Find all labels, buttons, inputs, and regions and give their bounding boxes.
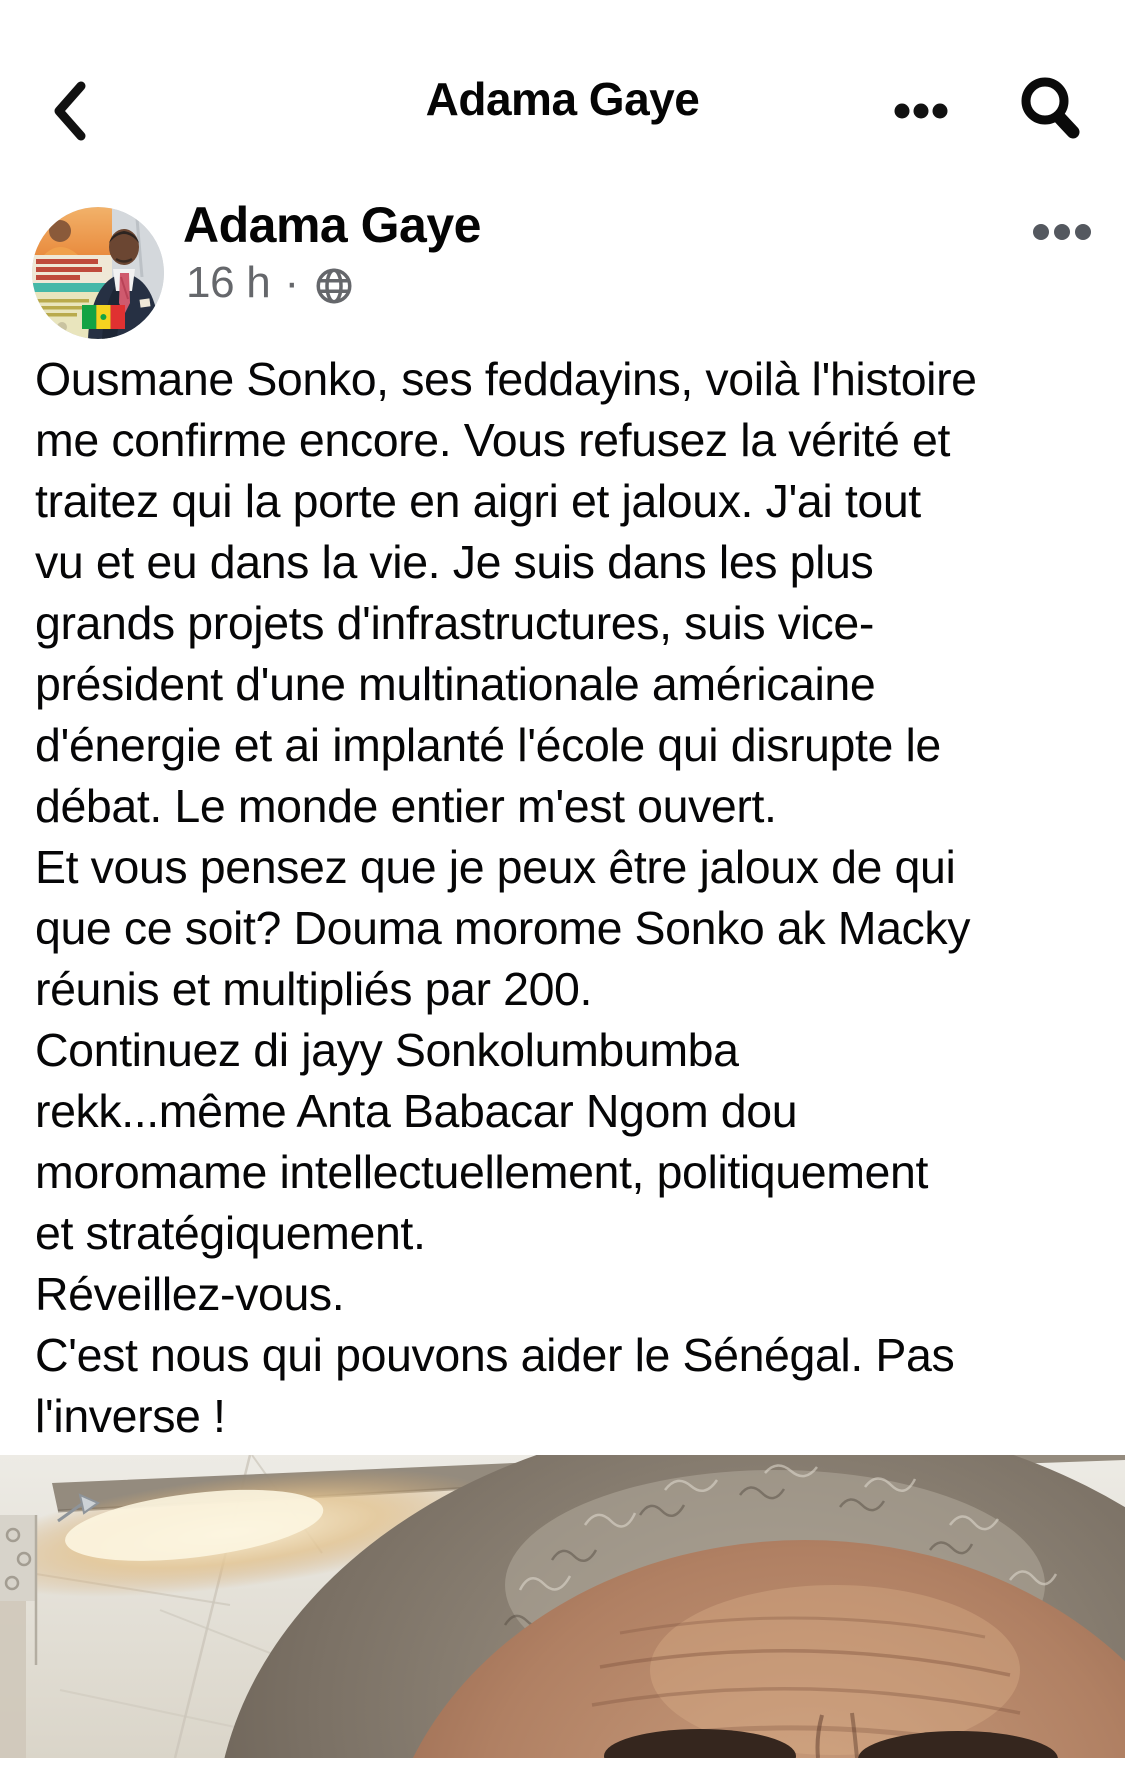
post-text-line: Ousmane Sonko, ses feddayins, voilà l'histoire — [35, 353, 977, 405]
post-author-name[interactable]: Adama Gaye — [183, 197, 481, 253]
post-text-line: que ce soit? Douma morome Sonko ak Macky — [35, 902, 971, 954]
post-options-button[interactable] — [1031, 222, 1093, 242]
post-header — [0, 197, 1125, 350]
post-text-line: rekk...même Anta Babacar Ngom dou — [35, 1085, 798, 1137]
search-button[interactable] — [1016, 74, 1084, 142]
ellipsis-icon — [893, 102, 949, 120]
post-meta-row — [186, 258, 355, 308]
post-text-line: traitez qui la porte en aigri et jaloux. J'ai tout — [35, 475, 921, 527]
post-text-line: d'énergie et ai implanté l'école qui disrupte le — [35, 719, 941, 771]
senegal-flag — [82, 305, 125, 329]
post-text-line: Réveillez-vous. — [35, 1268, 345, 1320]
post-text-line: réunis et multipliés par 200. — [35, 963, 593, 1015]
post-text — [35, 349, 1095, 1447]
post-photo[interactable] — [0, 1455, 1125, 1758]
avatar[interactable] — [32, 207, 164, 339]
post-text-line: Continuez di jayy Sonkolumbumba — [35, 1024, 739, 1076]
post-text-line: et stratégiquement. — [35, 1207, 426, 1259]
post-text-line: Et vous pensez que je peux être jaloux de qui — [35, 841, 956, 893]
post-text-line: me confirme encore. Vous refusez la vérité et — [35, 414, 951, 466]
top-navigation-bar — [0, 0, 1125, 160]
post-text-line: l'inverse ! — [35, 1390, 226, 1442]
page-title: Adama Gaye — [425, 73, 700, 125]
post-ellipsis-icon — [1031, 222, 1093, 242]
post-text-line: moromame intellectuellement, politiquement — [35, 1146, 928, 1198]
post-text-line: grands projets d'infrastructures, suis vice- — [35, 597, 874, 649]
search-icon — [1016, 74, 1084, 142]
profile-photo-graphic — [32, 207, 164, 339]
post-text-line: président d'une multinationale américaine — [35, 658, 876, 710]
selfie-photo-graphic — [0, 1455, 1125, 1758]
more-options-button[interactable] — [893, 102, 949, 120]
globe-icon — [313, 265, 355, 307]
post-text-line: C'est nous qui pouvons aider le Sénégal. Pas — [35, 1329, 955, 1381]
post-text-line: débat. Le monde entier m'est ouvert. — [35, 780, 777, 832]
meta-separator: · — [284, 258, 299, 307]
post-text-line: vu et eu dans la vie. Je suis dans les plus — [35, 536, 874, 588]
post-timestamp: 16 h — [186, 258, 271, 307]
